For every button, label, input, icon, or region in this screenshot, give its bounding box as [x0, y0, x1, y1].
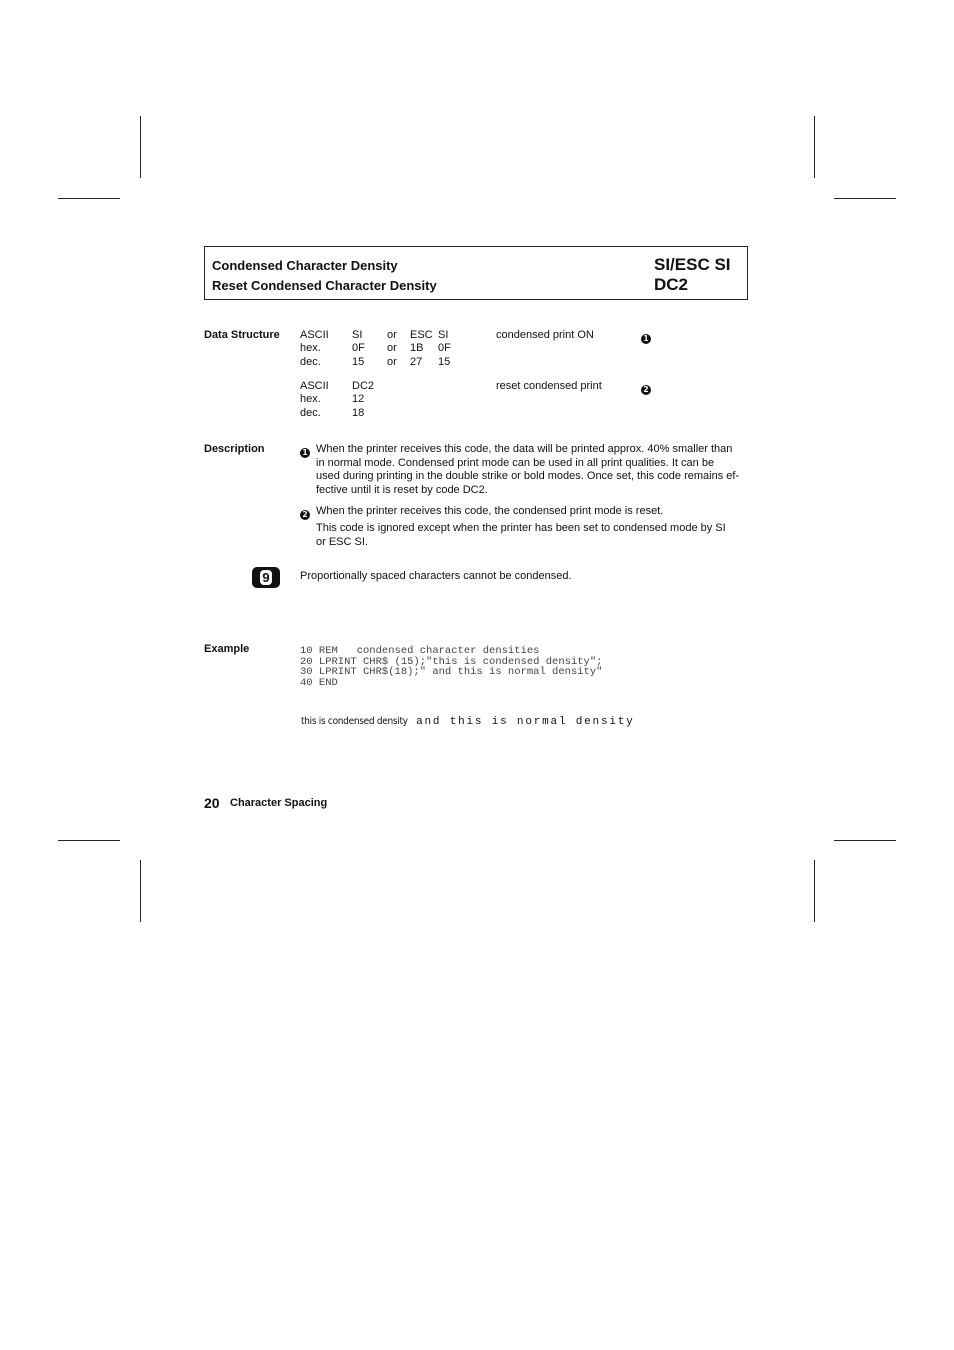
- example-code-block: [300, 646, 602, 688]
- description-paragraph-1: [316, 443, 750, 497]
- value-cell: 27: [410, 356, 423, 368]
- header-title-1: Condensed Character Density: [212, 258, 398, 273]
- tip-icon: [252, 567, 280, 588]
- value-cell: 15: [352, 356, 365, 368]
- value-cell: SI: [352, 329, 363, 341]
- text-line: When the printer receives this code, the data will be printed approx. 40% smaller than: [316, 443, 733, 455]
- header-code-2: DC2: [654, 275, 689, 294]
- tip-text: Proportionally spaced characters cannot be condensed.: [300, 570, 572, 582]
- code-line: 20 LPRINT CHR$ (15);"this is condensed density";: [300, 655, 603, 668]
- header-code-1: SI/ESC SI: [654, 255, 731, 274]
- meaning-text: condensed print ON: [496, 329, 594, 341]
- format-cell: ASCII: [300, 380, 329, 392]
- format-cell: ASCII: [300, 329, 329, 341]
- header-title-2: Reset Condensed Character Density: [212, 278, 437, 293]
- crop-mark: [58, 198, 120, 199]
- text-line: When the printer receives this code, the condensed print mode is reset.: [316, 505, 664, 517]
- or-cell: or: [387, 356, 397, 368]
- crop-mark: [814, 116, 815, 178]
- example-label: Example: [204, 643, 250, 655]
- meaning-text: reset condensed print: [496, 380, 602, 392]
- description-label: Description: [204, 443, 265, 455]
- crop-mark: [814, 860, 815, 922]
- value-cell: 18: [352, 407, 365, 419]
- number-1-icon: 1: [641, 334, 651, 344]
- crop-mark: [140, 860, 141, 922]
- data-structure-label: Data Structure: [204, 329, 280, 341]
- value-cell: DC2: [352, 380, 375, 392]
- example-printout: [301, 715, 635, 728]
- code-line: 40 END: [300, 676, 338, 689]
- format-cell: dec.: [300, 356, 321, 368]
- code-line: 10 REM condensed character densities: [300, 645, 540, 657]
- command-header-box: [204, 246, 748, 300]
- code-line: 30 LPRINT CHR$(18);" and this is normal density": [300, 666, 603, 678]
- number-2-icon: 2: [300, 510, 310, 520]
- value-cell: 0F: [352, 342, 365, 354]
- tip-icon-glyph: 9: [260, 570, 272, 585]
- crop-mark: [834, 840, 896, 841]
- page-number: 20: [204, 795, 220, 811]
- crop-mark: [58, 840, 120, 841]
- value-cell: 15: [438, 356, 451, 368]
- text-line: in normal mode. Condensed print mode can be used in all print qualities. It can be: [316, 456, 715, 469]
- normal-output-text: and this is normal density: [407, 716, 635, 728]
- section-title: Character Spacing: [230, 797, 328, 809]
- number-1-icon: 1: [300, 448, 310, 458]
- value-cell: 12: [352, 393, 365, 405]
- value-cell: SI: [438, 329, 449, 341]
- format-cell: hex.: [300, 342, 321, 354]
- description-paragraph-2: [316, 505, 750, 519]
- crop-mark: [140, 116, 141, 178]
- value-cell: ESC: [410, 329, 433, 341]
- text-line: or ESC SI.: [316, 535, 368, 548]
- value-cell: 0F: [438, 342, 451, 354]
- number-2-icon: 2: [641, 385, 651, 395]
- description-paragraph-3: [316, 522, 750, 549]
- crop-mark: [834, 198, 896, 199]
- or-cell: or: [387, 329, 397, 341]
- text-line: fective until it is reset by code DC2.: [316, 483, 488, 496]
- condensed-output-text: this is condensed density: [301, 716, 408, 727]
- text-line: This code is ignored except when the printer has been set to condensed mode by SI: [316, 522, 726, 534]
- or-cell: or: [387, 342, 397, 354]
- value-cell: 1B: [410, 342, 424, 354]
- text-line: used during printing in the double strike or bold modes. Once set, this code remains ef-: [316, 470, 740, 482]
- format-cell: hex.: [300, 393, 321, 405]
- format-cell: dec.: [300, 407, 321, 419]
